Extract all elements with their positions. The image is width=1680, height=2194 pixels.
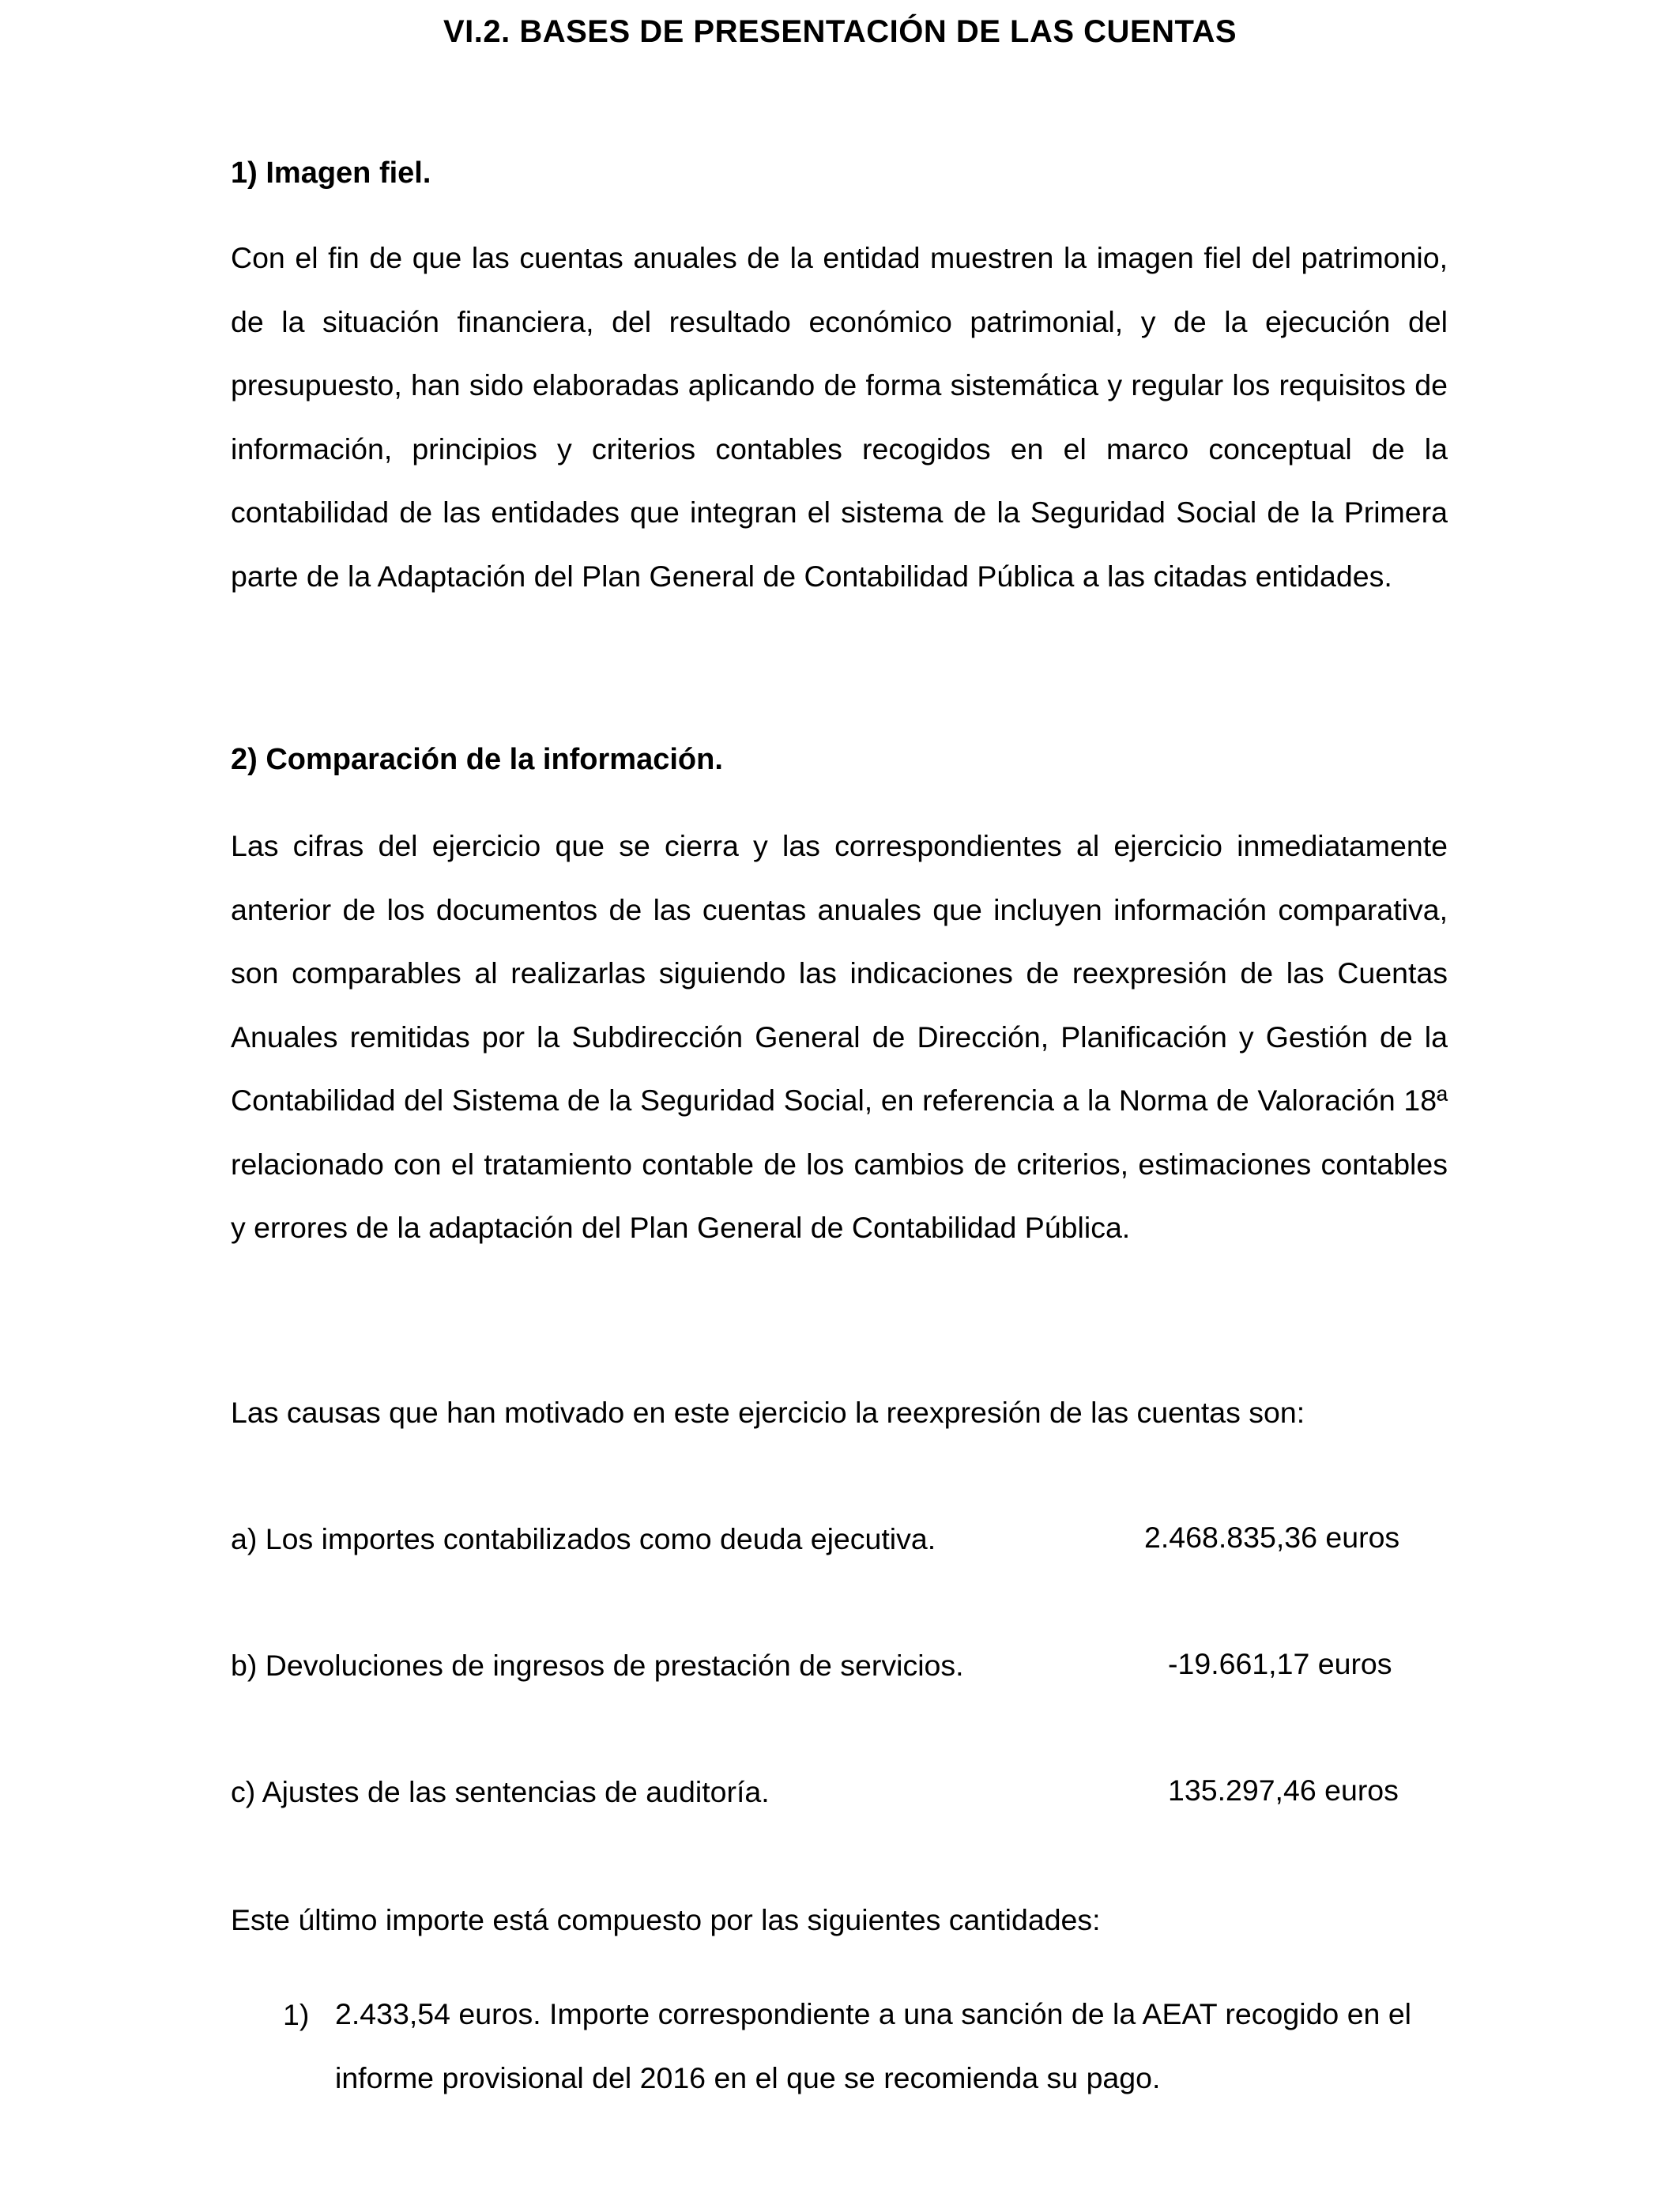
breakdown-item-number: 1) <box>283 1998 310 2031</box>
cause-b-amount: -19.661,17 euros <box>1168 1647 1392 1680</box>
cause-a-label: a) Los importes contabilizados como deuda ejecutiva. <box>231 1522 936 1555</box>
paragraph-imagen-fiel: Con el fin de que las cuentas anuales de la entidad muestren la imagen fiel del patrimonio, de la situación financiera, del resultado económico patrimonial, y de la ejecución del presupuesto, han sido elaboradas aplicando de forma sistemática y regular los requisitos de información, principios y criterios contables recogidos en el marco conceptual de la contabilidad de las entidades que integran el sistema de la Seguridad Social de la Primera parte de la Adaptación del Plan General de Contabilidad Pública a las citadas entidades. <box>231 241 1448 593</box>
cause-c-label: c) Ajustes de las sentencias de auditoría. <box>231 1775 770 1808</box>
section-heading-imagen-fiel: 1) Imagen fiel. <box>231 156 431 190</box>
section-heading-comparacion: 2) Comparación de la información. <box>231 743 723 776</box>
breakdown-intro: Este último importe está compuesto por las siguientes cantidades: <box>231 1903 1101 1936</box>
breakdown-item-text: 2.433,54 euros. Importe correspondiente a una sanción de la AEAT recogido en el informe provisional del 2016 en el que se recomienda su pago. <box>335 1997 1412 2094</box>
causes-intro: Las causas que han motivado en este ejercicio la reexpresión de las cuentas son: <box>231 1396 1305 1429</box>
cause-a-amount: 2.468.835,36 euros <box>1144 1521 1400 1554</box>
paragraph-comparacion: Las cifras del ejercicio que se cierra y las correspondientes al ejercicio inmediatamente anterior de los documentos de las cuentas anuales que incluyen información comparativa, son comparables al realizarlas siguiendo las indicaciones de reexpresión de las Cuentas Anuales remitidas por la Subdirección General de Dirección, Planificación y Gestión de la Contabilidad del Sistema de la Seguridad Social, en referencia a la Norma de Valoración 18ª relacionado con el tratamiento contable de los cambios de criterios, estimaciones contables y errores de la adaptación del Plan General de Contabilidad Pública. <box>231 829 1448 1244</box>
cause-c-amount: 135.297,46 euros <box>1168 1774 1399 1807</box>
cause-b-label: b) Devoluciones de ingresos de prestación de servicios. <box>231 1649 964 1682</box>
page-title: VI.2. BASES DE PRESENTACIÓN DE LAS CUENTAS <box>443 14 1237 49</box>
